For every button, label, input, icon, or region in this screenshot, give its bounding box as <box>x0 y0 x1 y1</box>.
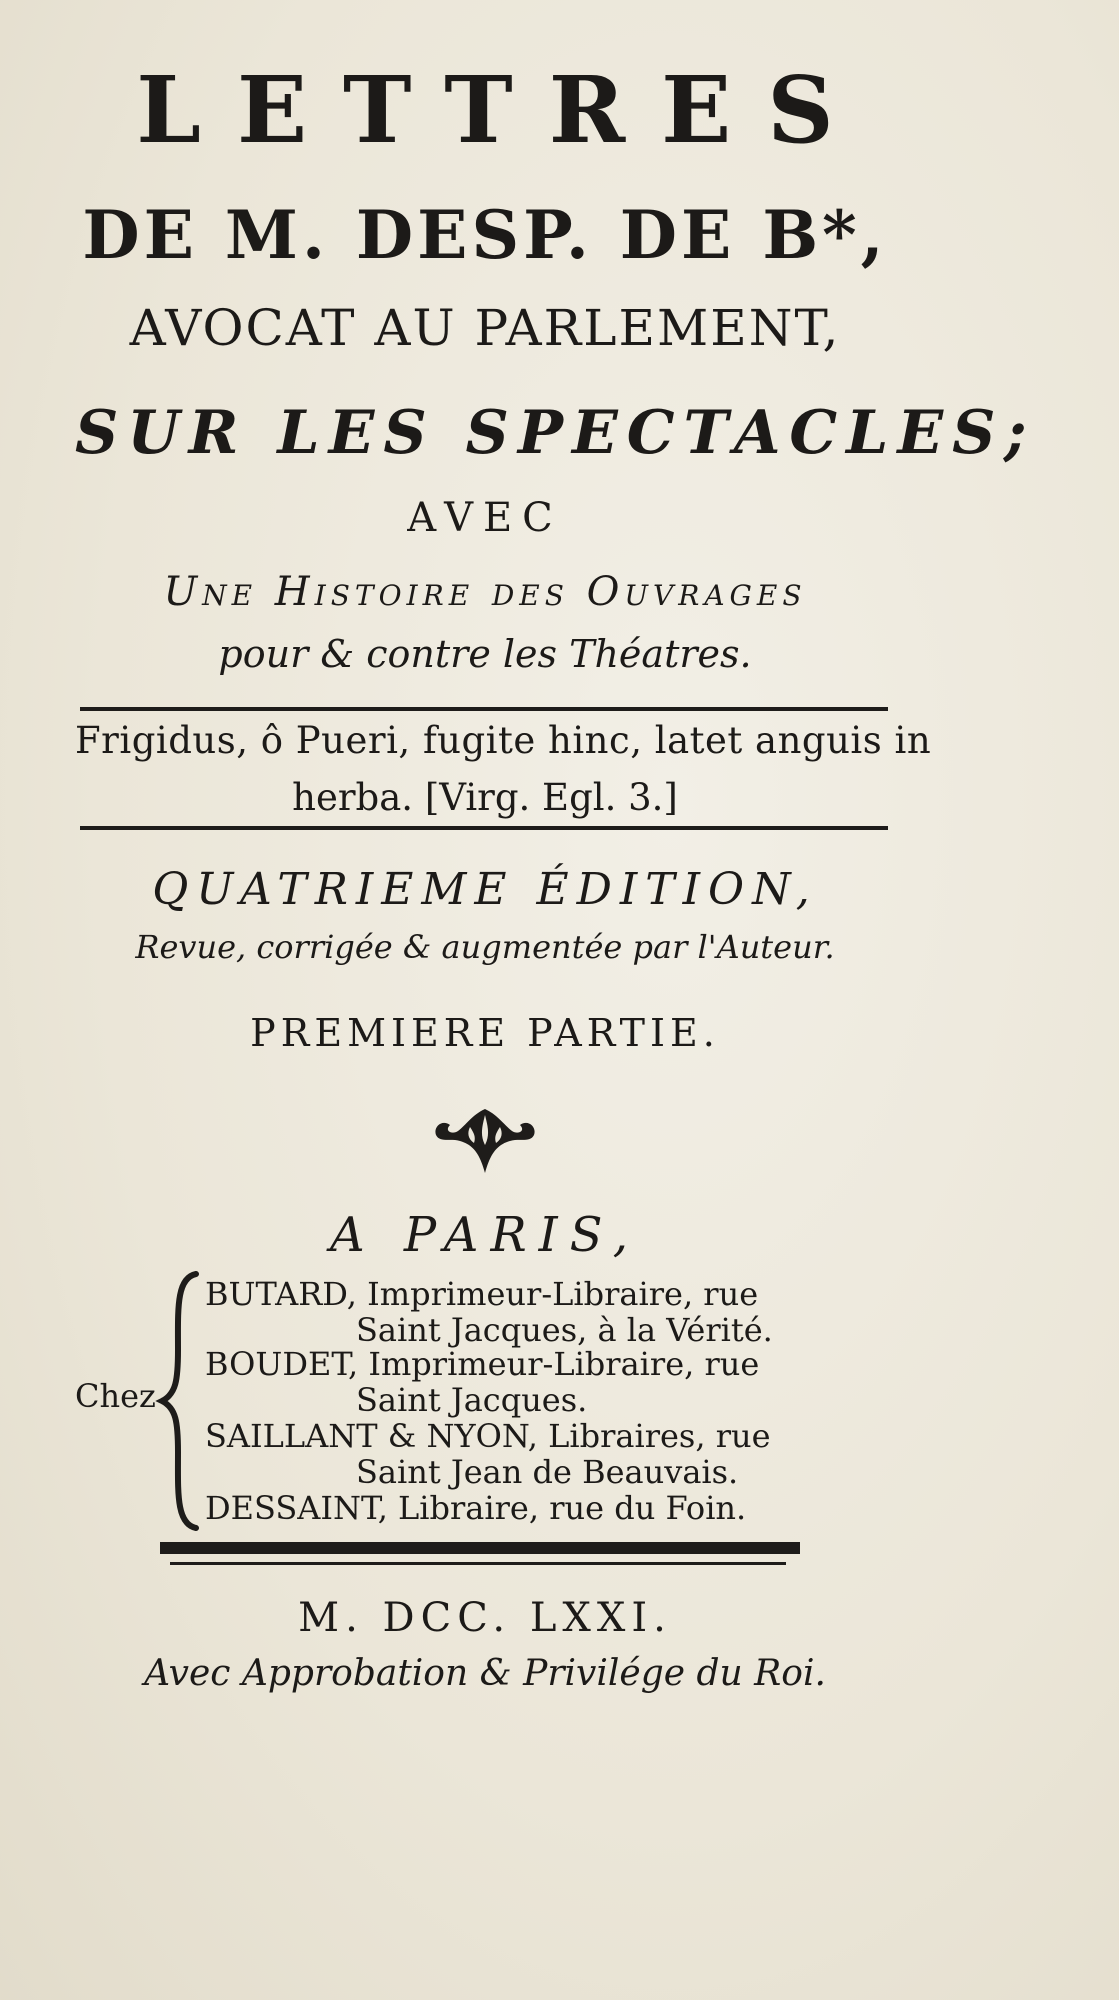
double-rule-thin <box>170 1562 786 1565</box>
rule-top <box>80 707 888 711</box>
double-rule-thick <box>160 1542 800 1554</box>
imprint-line: BUTARD, Imprimeur-Libraire, rue <box>205 1275 759 1313</box>
chez-label: Chez <box>75 1377 156 1415</box>
imprint-line: DESSAINT, Libraire, rue du Foin. <box>205 1489 747 1527</box>
imprint-city: A PARIS, <box>329 1207 640 1263</box>
author-line: DE M. DESP. DE B*, <box>82 196 888 274</box>
rule-bottom <box>80 826 888 830</box>
edition-line: QUATRIEME ÉDITION, <box>152 864 818 915</box>
histoire-line: Une Histoire des Ouvrages <box>163 569 807 615</box>
epigraph-line-1: Frigidus, ô Pueri, fugite hinc, latet anguis in <box>75 719 932 762</box>
imprint-line: Saint Jacques, à la Vérité. <box>356 1311 773 1349</box>
histoire-line-2: pour & contre les Théatres. <box>218 632 752 676</box>
imprint-line: BOUDET, Imprimeur-Libraire, rue <box>205 1345 760 1383</box>
imprint-line: Saint Jean de Beauvais. <box>356 1453 739 1491</box>
profession-line: AVOCAT AU PARLEMENT, <box>129 299 841 357</box>
imprint-line: Saint Jacques. <box>356 1381 588 1419</box>
avec-line: AVEC <box>407 495 563 541</box>
epigraph-line-2: herba. [Virg. Egl. 3.] <box>292 776 678 819</box>
left-brace-icon <box>154 1270 204 1532</box>
imprint-line: SAILLANT & NYON, Libraires, rue <box>205 1417 771 1455</box>
revision-line: Revue, corrigée & augmentée par l'Auteur. <box>135 928 835 966</box>
publication-date: M. DCC. LXXI. <box>298 1595 672 1641</box>
part-line: PREMIERE PARTIE. <box>250 1011 720 1055</box>
book-title: LETTRES <box>136 56 870 164</box>
floral-ornament-icon <box>430 1105 540 1175</box>
privilege-line: Avec Approbation & Privilége du Roi. <box>144 1653 826 1694</box>
subject-line: SUR LES SPECTACLES; <box>75 398 1036 468</box>
